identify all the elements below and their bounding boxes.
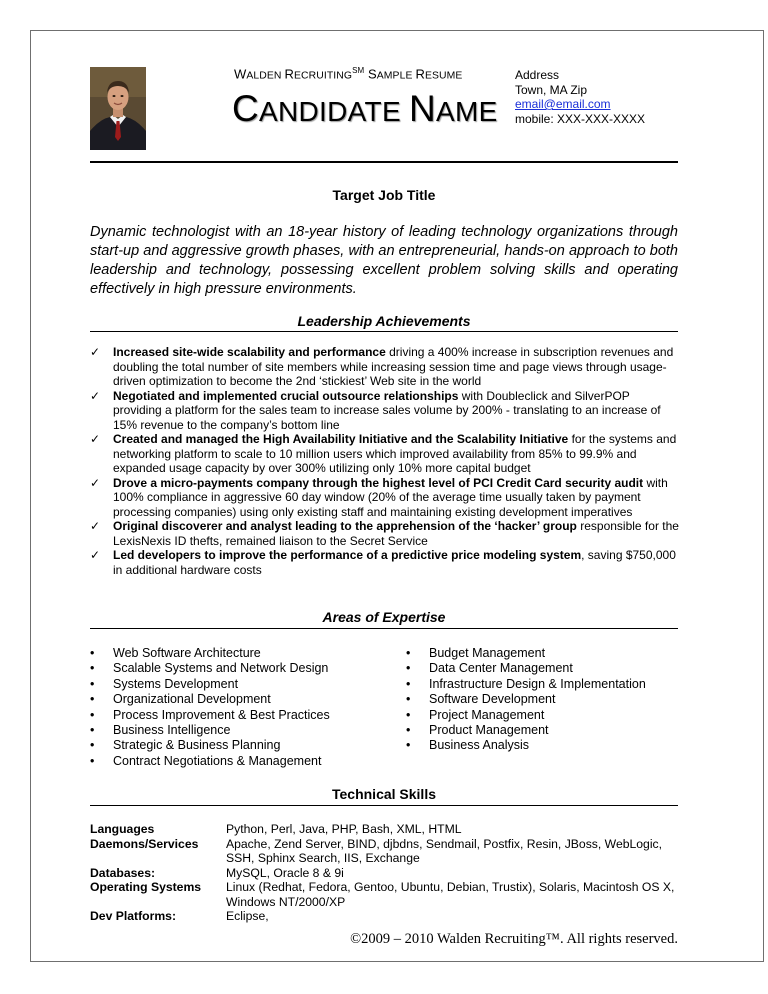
contact-town: Town, MA Zip [515,82,588,97]
bullet-icon: • [90,707,95,722]
bullet-icon: • [90,753,95,768]
list-item: • Process Improvement & Best Practices [90,707,330,722]
achievement-item: ✓ Drove a micro-payments company through the highest level of PCI Credit Card security audit with 100% compliance in aggressive 60 day window (20% of the average time usually taken by payment processing companies) using only existing staff and maintaining existing development imperatives [90,475,668,519]
checkmark-icon: ✓ [90,475,101,490]
summary-paragraph: Dynamic technologist with an 18-year history of leading technology organizations through start-up and aggressive growth phases, with an entrepreneurial, hands-on approach to both leadership and technology, possessing excellent problem solving skills and operating effectively in high pressure environments. [90,224,678,297]
bullet-icon: • [90,738,95,753]
candidate-name: CANDIDATE NAME [232,88,498,129]
expertise-list-left [90,646,330,769]
leadership-divider [90,331,678,332]
skill-row: Languages Python, Perl, Java, PHP, Bash, XML, HTML [90,822,462,836]
bullet-icon: • [406,692,411,707]
checkmark-icon: ✓ [90,345,101,359]
skill-row: Dev Platforms: Eclipse, [90,909,269,923]
list-item: • Web Software Architecture [90,646,261,660]
bullet-icon: • [406,676,411,691]
list-item: • Software Development [406,692,556,707]
checkmark-icon: ✓ [90,388,101,403]
bullet-icon: • [90,723,95,738]
list-item: • Infrastructure Design & Implementation [406,676,646,691]
list-item: • Business Intelligence [90,723,231,738]
checkmark-icon: ✓ [90,548,101,562]
candidate-photo [90,67,146,150]
bullet-icon: • [406,646,411,660]
checkmark-icon: ✓ [90,432,101,446]
bullet-icon: • [406,707,411,722]
skill-row: Daemons/Services Apache, Zend Server, BIND, djbdns, Sendmail, Postfix, Resin, JBoss, WebLogic, SSH, Sphinx Search, IIS, Exchange [90,836,663,865]
achievement-item: ✓ Increased site-wide scalability and performance driving a 400% increase in subscription revenues and doubling the total number of site members while increasing session time and page views through usage-driven optimization to become the 2nd ‘stickiest’ Web site in the world [90,345,674,388]
list-item: • Organizational Development [90,692,271,707]
expertise-divider [90,628,678,629]
resume-brand-line: WALDEN RECRUITING℠ SAMPLE RESUME [234,66,463,82]
list-item: • Contract Negotiations & Management [90,753,322,768]
bullet-icon: • [90,646,95,660]
list-item: • Project Management [406,707,545,722]
contact-email-link[interactable]: email@email.com [515,97,611,111]
bullet-icon: • [406,738,411,753]
expertise-list-right [406,646,646,754]
leadership-heading: Leadership Achievements [297,313,471,329]
bullet-icon: • [406,723,411,738]
technical-skills-table [90,822,678,924]
achievements-list [90,345,680,577]
list-item: • Business Analysis [406,738,530,753]
list-item: • Product Management [406,723,549,738]
target-job-title: Target Job Title [332,187,436,203]
copyright-footer: ©2009 – 2010 Walden Recruiting™. All rights reserved. [350,931,678,947]
contact-block [515,68,645,126]
bullet-icon: • [90,661,95,676]
expertise-heading: Areas of Expertise [322,609,446,625]
contact-address: Address [515,68,560,82]
bullet-icon: • [90,692,95,707]
skill-row: Databases: MySQL, Oracle 8 & 9i [90,865,344,880]
header-divider [90,161,678,163]
list-item: • Strategic & Business Planning [90,738,281,753]
list-item: • Systems Development [90,676,239,691]
checkmark-icon: ✓ [90,519,101,533]
skill-row: Operating Systems Linux (Redhat, Fedora, Gentoo, Ubuntu, Debian, Trustix), Solaris, Macintosh OS X, Windows NT/2000/XP [90,880,675,909]
list-item: • Budget Management [406,646,546,660]
contact-mobile: mobile: XXX-XXX-XXXX [515,111,646,126]
bullet-icon: • [406,661,411,676]
technical-skills-heading: Technical Skills [331,786,436,802]
list-item: • Scalable Systems and Network Design [90,661,329,676]
bullet-icon: • [90,676,95,691]
technical-divider [90,805,678,806]
achievement-item: ✓ Original discoverer and analyst leading to the apprehension of the ‘hacker’ group responsible for the LexisNexis ID thefts, remained liaison to the Secret Service [90,519,679,548]
achievement-item: ✓ Led developers to improve the performance of a predictive price modeling system, saving $750,000 in additional hardware costs [90,548,676,577]
achievement-item: ✓ Negotiated and implemented crucial outsource relationships with Doubleclick and SilverPOP providing a platform for the sales team to increase sales volume by 200% - translating to an increase of 15% revenue to the company’s bottom line [90,388,661,432]
achievement-item: ✓ Created and managed the High Availability Initiative and the Scalability Initiative for the systems and networking platform to scale to 10 million users which improved availability from 85% to 99.9% and expanded usage capacity by over 300% utilizing only 10% more capital budget [90,432,677,475]
list-item: • Data Center Management [406,661,573,676]
